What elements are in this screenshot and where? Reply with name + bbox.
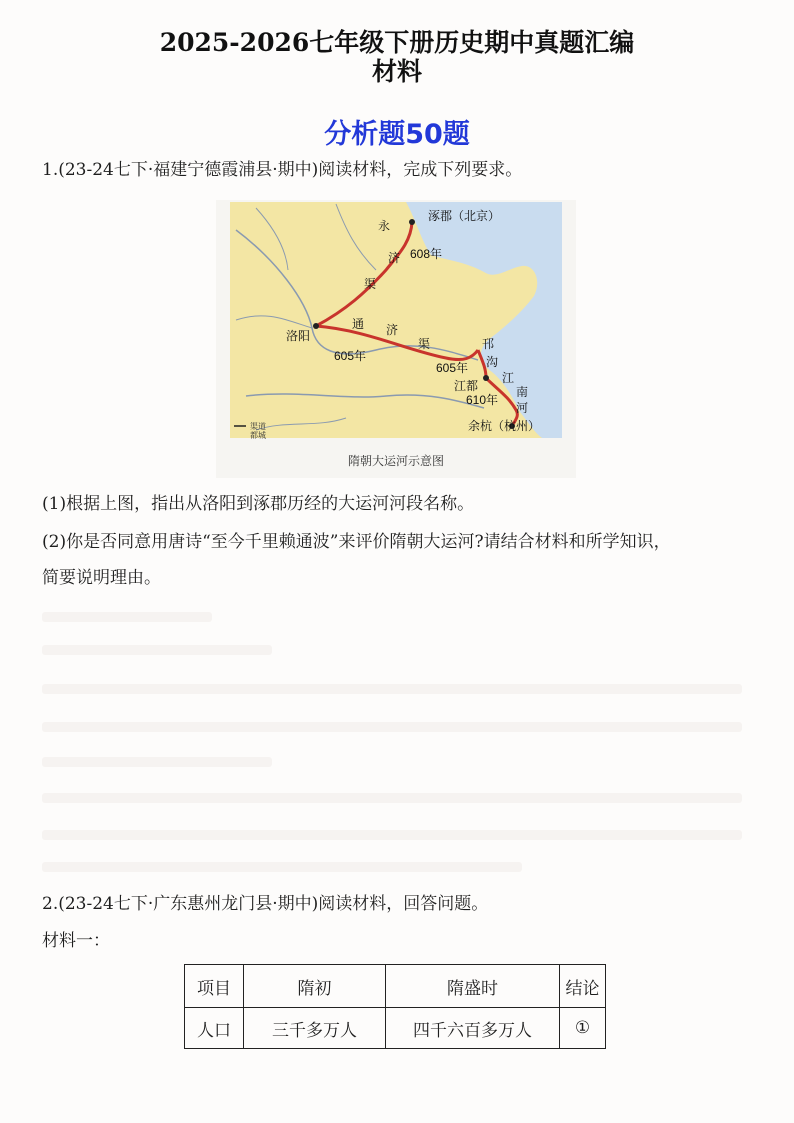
table-header-cell: 项目 — [185, 965, 244, 1008]
table-cell: ① — [560, 1008, 606, 1049]
zhuojun-marker — [409, 219, 415, 225]
faded-answer-line — [42, 793, 742, 803]
label-ji1: 济 — [388, 251, 401, 265]
faded-answer-line — [42, 862, 522, 872]
label-nan: 南 — [516, 385, 529, 399]
question-2-stem: 2.(23-24七下·广东惠州龙门县·期中)阅读材料，回答问题。 — [42, 894, 489, 914]
material-label: 材料一： — [42, 931, 110, 951]
faded-answer-line — [42, 830, 742, 840]
label-yong: 永 — [378, 219, 391, 233]
table-header-cell: 隋盛时 — [386, 965, 560, 1008]
question-1-sub1: (1)根据上图，指出从洛阳到涿郡历经的大运河河段名称。 — [42, 494, 475, 514]
faded-answer-line — [42, 684, 742, 694]
label-ji2: 济 — [386, 323, 399, 337]
material-table — [184, 964, 606, 1049]
table-row — [185, 1008, 606, 1049]
table-header-row — [185, 965, 606, 1008]
label-tong: 通 — [352, 317, 365, 331]
legend-capital: 都城 — [250, 431, 266, 440]
table-cell: 三千多万人 — [244, 1008, 386, 1049]
label-jiangdu: 江都 — [454, 379, 479, 393]
table-cell: 四千六百多万人 — [386, 1008, 560, 1049]
grand-canal-map — [216, 200, 576, 478]
label-han: 邗 — [482, 337, 495, 351]
label-610: 610年 — [466, 393, 499, 407]
label-he: 河 — [516, 401, 529, 415]
table-header-cell: 隋初 — [244, 965, 386, 1008]
faded-answer-line — [42, 612, 212, 622]
question-1-stem: 1.(23-24七下·福建宁德霞浦县·期中)阅读材料，完成下列要求。 — [42, 160, 523, 180]
label-luoyang: 洛阳 — [286, 329, 311, 343]
label-yuhang: 余杭（杭州） — [468, 419, 541, 433]
label-zhuojun: 涿郡（北京） — [428, 209, 501, 223]
section-title: 分析题50题 — [324, 119, 470, 150]
jiangdu-marker — [483, 375, 489, 381]
question-1-sub2-line2: 简要说明理由。 — [42, 568, 161, 588]
label-608: 608年 — [410, 247, 443, 261]
table-cell: 人口 — [185, 1008, 244, 1049]
label-605b: 605年 — [436, 361, 469, 375]
map-caption: 隋朝大运河示意图 — [347, 454, 444, 468]
question-1-sub2-line1: (2)你是否同意用唐诗“至今千里赖通波”来评价隋朝大运河?请结合材料和所学知识， — [42, 532, 671, 552]
label-605a: 605年 — [334, 349, 367, 363]
label-jiang: 江 — [502, 371, 515, 385]
table-header-cell: 结论 — [560, 965, 606, 1008]
faded-answer-line — [42, 645, 272, 655]
label-gou: 沟 — [486, 355, 499, 369]
label-qu1: 渠 — [364, 277, 377, 291]
faded-answer-line — [42, 722, 742, 732]
faded-answer-line — [42, 757, 272, 767]
label-qu2: 渠 — [418, 337, 431, 351]
document-subtitle: 材料 — [371, 57, 422, 86]
luoyang-marker — [313, 323, 319, 329]
map-svg — [216, 200, 576, 478]
document-title: 2025-2026七年级下册历史期中真题汇编 — [159, 28, 635, 57]
legend-canal: 渠道 — [250, 422, 266, 431]
